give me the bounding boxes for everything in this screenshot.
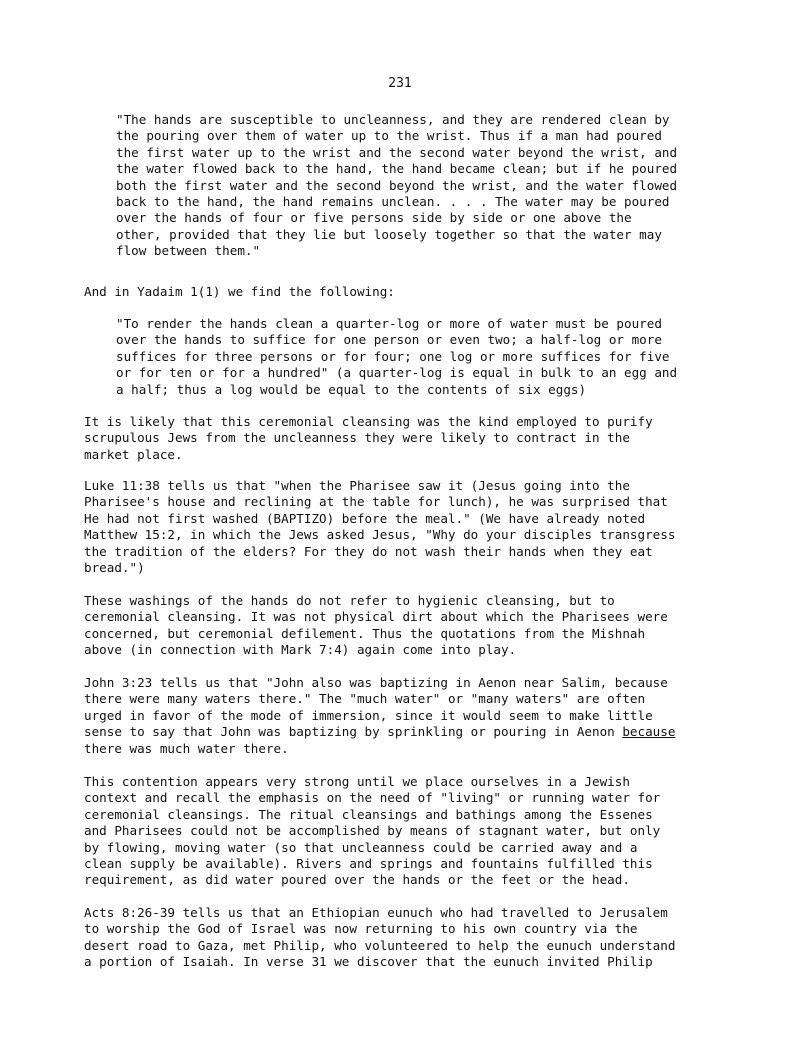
paragraph-ceremonial-cleansing: It is likely that this ceremonial cleansing was the kind employed to purify scrupulous Jews from the uncleanness they were likely to contract in the market place. <box>84 414 653 462</box>
paragraph-acts-8: Acts 8:26-39 tells us that an Ethiopian eunuch who had travelled to Jerusalem to worship the God of Israel was now returning to his own country via the desert road to Gaza, met Philip, who volunteered to help the eunuch understand a portion of Isaiah. In verse 31 we discover that the eunuch invited Philip <box>84 905 676 970</box>
john-text-main: John 3:23 tells us that "John also was baptizing in Aenon near Salim, because there were many waters there." The "much water" or "many waters" are often urged in favor of the mode of immersion, since it would seem to make little sense to say that John was baptizing by sprinkling or pouring in Aenon <box>84 675 668 740</box>
quote-quarter-log: "To render the hands clean a quarter-log or more of water must be poured over the hands to suffice for one person or even two; a half-log or more suffices for three persons or for four; one log or more suffices for five or for ten or for a hundred" (a quarter-log is equal in bulk to an egg and a half; thus a log would be equal to the contents of six eggs) <box>116 316 678 397</box>
page-number: 231 <box>388 76 412 91</box>
paragraph-luke-11-38: Luke 11:38 tells us that "when the Pharisee saw it (Jesus going into the Pharisee's house and reclining at the table for lunch), he was surprised that He had not first washed (BAPTIZO) before the meal." (We have already noted Matthew 15:2, in which the Jews asked Jesus, "Why do your disciples transgress the tradition of the elders? For they do not wash their hands when they eat bread.") <box>84 478 676 576</box>
paragraph-living-water: This contention appears very strong until we place ourselves in a Jewish context and recall the emphasis on the need of "living" or running water for ceremonial cleansings. The ritual cleansings and bathings among the Essenes and Pharisees could not be accomplished by means of stagnant water, but only by flowing, moving water (so that uncleanness could be carried away and a clean supply be available). Rivers and springs and fountains fulfilled this requirement, as did water poured over the hands or the feet or the head. <box>84 774 661 888</box>
quote-hands-uncleanness: "The hands are susceptible to uncleanness, and they are rendered clean by the pouring over them of water up to the wrist. Thus if a man had poured the first water up to the wrist and the second water beyond the wrist, and the water flowed back to the hand, the hand became clean; but if he poured both the first water and the second beyond the wrist, and the water flowed back to the hand, the hand remains unclean. . . . The water may be poured over the hands of four or five persons side by side or one above the other, provided that they lie but loosely together so that the water may flow between them." <box>116 112 678 259</box>
paragraph-yadaim-intro: And in Yadaim 1(1) we find the following: <box>84 284 395 299</box>
paragraph-hand-washings: These washings of the hands do not refer to hygienic cleansing, but to ceremonial cleansing. It was not physical dirt about which the Pharisees were concerned, but ceremonial defilement. Thus the quotations from the Mishnah above (in connection with Mark 7:4) again come into play. <box>84 593 668 658</box>
paragraph-john-3-23 <box>84 675 764 757</box>
john-text-end: there was much water there. <box>84 740 289 756</box>
underlined-word-because: because <box>622 724 676 740</box>
